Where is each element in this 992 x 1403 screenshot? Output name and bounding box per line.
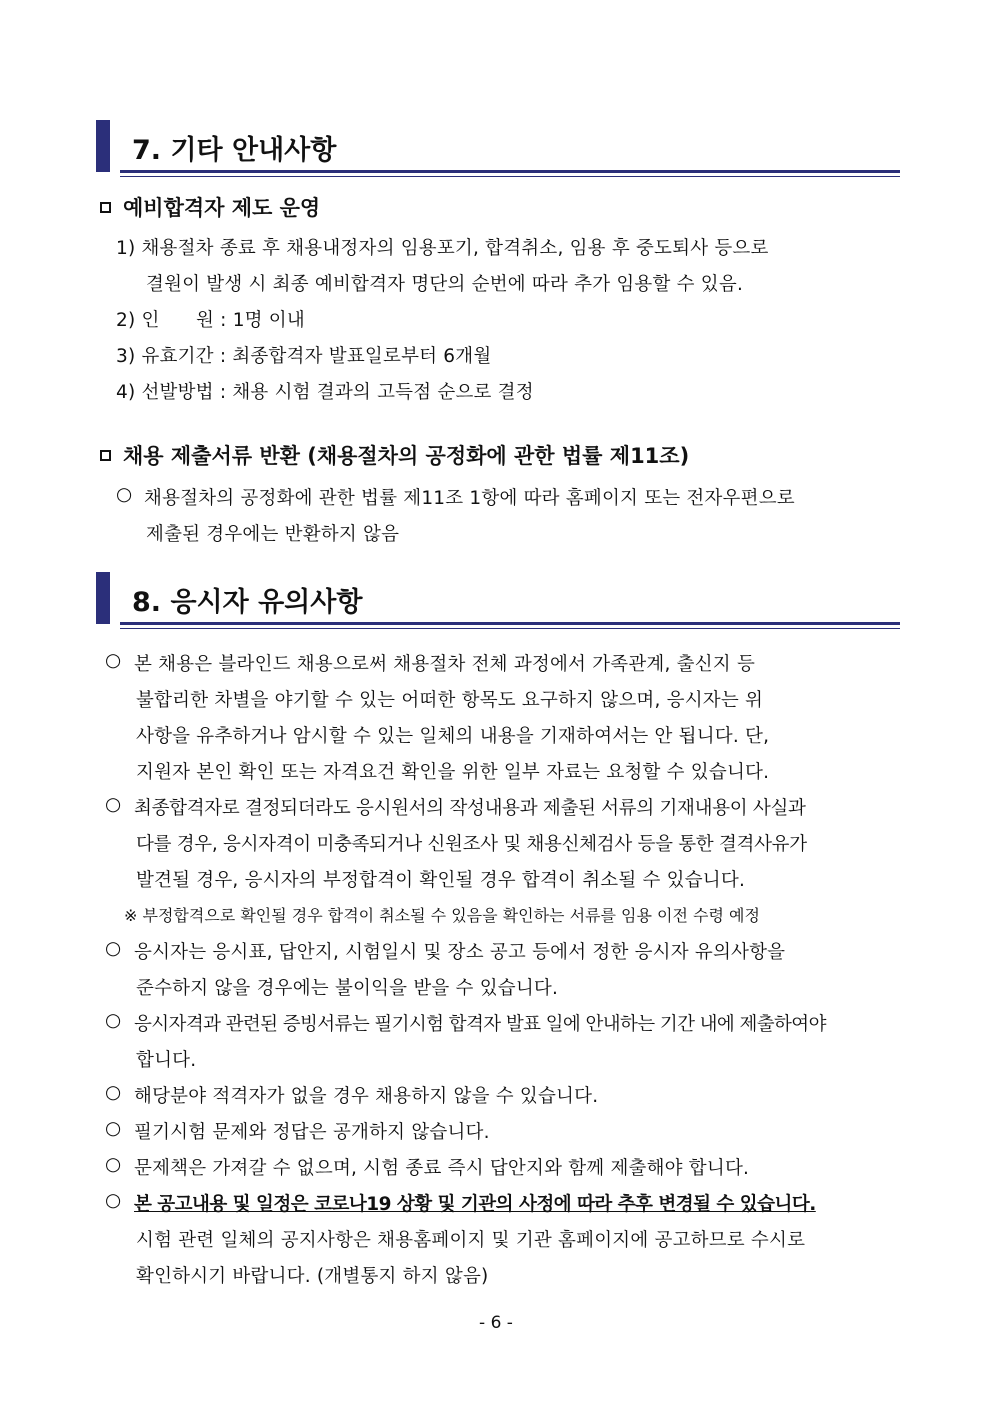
subsection-reserve-title: 예비합격자 제도 운영	[123, 196, 321, 220]
subsection-return-title: 채용 제출서류 반환 (채용절차의 공정화에 관한 법률 제11조)	[123, 444, 690, 468]
reserve-item-1-line-1: 1) 채용절차 종료 후 채용내정자의 임용포기, 합격취소, 임용 후 중도퇴사 등으로	[116, 238, 769, 259]
return-line-1: 채용절차의 공정화에 관한 법률 제11조 1항에 따라 홈페이지 또는 전자우편으로	[144, 488, 795, 509]
reserve-item-2: 2) 인 원 : 1명 이내	[116, 310, 305, 331]
header-rule	[120, 170, 900, 173]
notice-1-line-1: 본 채용은 블라인드 채용으로써 채용절차 전체 과정에서 가족관계, 출신지 등	[134, 654, 756, 675]
notice-3-line-2: 준수하지 않을 경우에는 불이익을 받을 수 있습니다.	[136, 978, 559, 999]
notice-6: 필기시험 문제와 정답은 공개하지 않습니다.	[134, 1122, 490, 1143]
notice-5: 해당분야 적격자가 없을 경우 채용하지 않을 수 있습니다.	[134, 1086, 599, 1107]
reserve-item-4: 4) 선발방법 : 채용 시험 결과의 고득점 순으로 결정	[116, 382, 534, 403]
header-accent-bar	[96, 120, 110, 172]
notice-8-line-1: 본 공고내용 및 일정은 코로나19 상황 및 기관의 사정에 따라 추후 변경될 수 있습니다.	[134, 1194, 816, 1215]
checkbox-square-icon	[100, 202, 111, 213]
notice-2-line-3: 발견될 경우, 응시자의 부정합격이 확인될 경우 합격이 취소될 수 있습니다.	[136, 870, 746, 891]
section-8-header	[96, 572, 900, 624]
subsection-reserve	[100, 192, 320, 222]
notice-3-line-1: 응시자는 응시표, 답안지, 시험일시 및 장소 공고 등에서 정한 응시자 유의사항을	[134, 942, 786, 963]
header-accent-bar	[96, 572, 110, 624]
circle-bullet-icon: ○	[105, 650, 122, 671]
notice-7: 문제책은 가져갈 수 없으며, 시험 종료 즉시 답안지와 함께 제출해야 합니다.	[134, 1158, 750, 1179]
return-line-2: 제출된 경우에는 반환하지 않음	[146, 524, 400, 545]
notice-4-line-2: 합니다.	[136, 1050, 197, 1071]
circle-bullet-icon: ○	[105, 1154, 122, 1175]
notice-2-note: ※ 부정합격으로 확인될 경우 합격이 취소될 수 있음을 확인하는 서류를 임용 이전 수령 예정	[124, 906, 760, 925]
notice-1-line-4: 지원자 본인 확인 또는 자격요건 확인을 위한 일부 자료는 요청할 수 있습니다.	[136, 762, 770, 783]
header-rule-thin	[120, 628, 900, 629]
circle-bullet-icon: ○	[105, 1082, 122, 1103]
header-rule	[120, 622, 900, 625]
circle-bullet-icon: ○	[105, 1010, 122, 1031]
checkbox-square-icon	[100, 450, 111, 461]
page-number: - 6 -	[479, 1313, 513, 1333]
notice-4-line-1: 응시자격과 관련된 증빙서류는 필기시험 합격자 발표 일에 안내하는 기간 내에 제출하여야	[134, 1014, 826, 1035]
notice-8-line-3: 확인하시기 바랍니다. (개별통지 하지 않음)	[136, 1266, 489, 1287]
notice-2-line-1: 최종합격자로 결정되더라도 응시원서의 작성내용과 제출된 서류의 기재내용이 사실과	[134, 798, 806, 819]
reserve-item-1-line-2: 결원이 발생 시 최종 예비합격자 명단의 순번에 따라 추가 임용할 수 있음.	[146, 274, 744, 295]
reserve-item-3: 3) 유효기간 : 최종합격자 발표일로부터 6개월	[116, 346, 492, 367]
circle-bullet-icon: ○	[116, 484, 133, 505]
section-7-header	[96, 120, 900, 172]
circle-bullet-icon: ○	[105, 1190, 122, 1211]
circle-bullet-icon: ○	[105, 794, 122, 815]
circle-bullet-icon: ○	[105, 938, 122, 959]
subsection-return	[100, 440, 689, 470]
notice-8-line-2: 시험 관련 일체의 공지사항은 채용홈페이지 및 기관 홈페이지에 공고하므로 수시로	[136, 1230, 806, 1251]
header-rule-thin	[120, 176, 900, 177]
notice-2-line-2: 다를 경우, 응시자격이 미충족되거나 신원조사 및 채용신체검사 등을 통한 결격사유가	[136, 834, 807, 855]
notice-1-line-2: 불합리한 차별을 야기할 수 있는 어떠한 항목도 요구하지 않으며, 응시자는 위	[136, 690, 764, 711]
section-7-title: 7. 기타 안내사항	[132, 135, 337, 166]
circle-bullet-icon: ○	[105, 1118, 122, 1139]
notice-1-line-3: 사항을 유추하거나 암시할 수 있는 일체의 내용을 기재하여서는 안 됩니다. 단,	[136, 726, 770, 747]
section-8-title: 8. 응시자 유의사항	[132, 587, 363, 618]
